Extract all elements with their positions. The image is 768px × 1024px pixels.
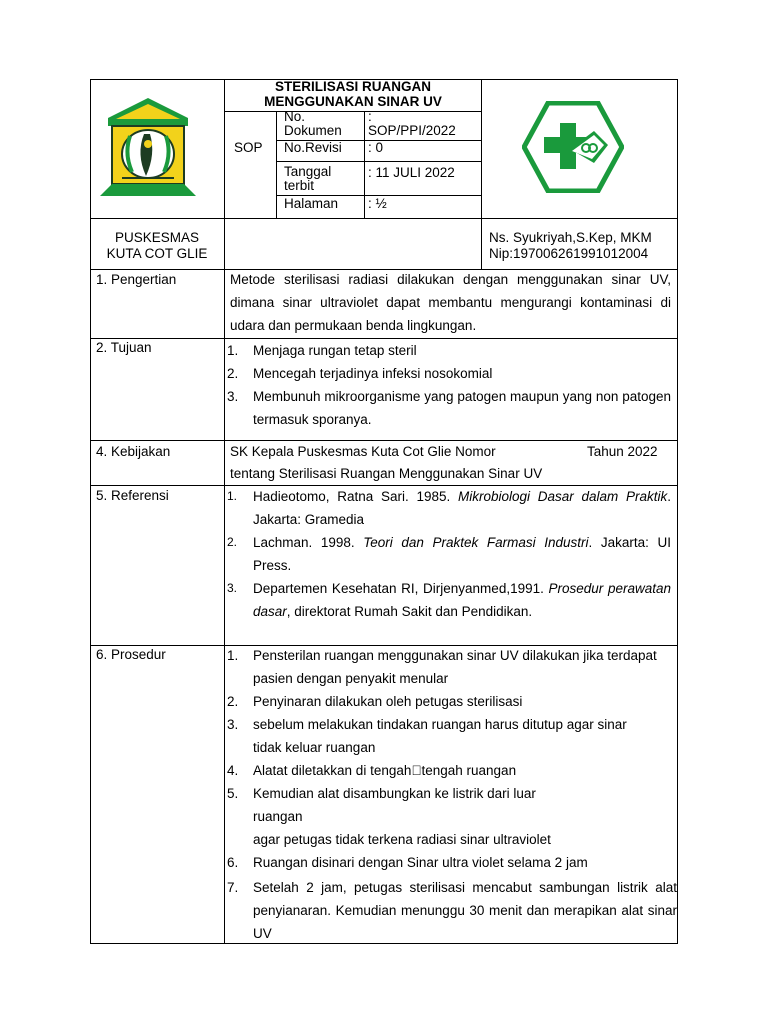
list-item: 1. Menjaga rungan tetap steril: [227, 343, 417, 358]
regional-emblem-logo: [100, 96, 196, 200]
signer-nip: Nip:197006261991012004: [489, 246, 649, 261]
list-item: 3. sebelum melakukan tindakan ruangan harus ditutup agar sinar tidak keluar ruangan: [227, 717, 627, 755]
no-revisi-value: : 0: [368, 140, 384, 155]
org-name-line1: PUSKESMAS: [114, 230, 200, 245]
list-item: 2. Lachman. 1998. Teori dan Praktek Farmasi Industri. Jakarta: UI Press.: [227, 535, 671, 573]
section-label-prosedur: 6. Prosedur: [96, 647, 166, 662]
list-item: 2. Penyinaran dilakukan oleh petugas sterilisasi: [227, 694, 523, 709]
list-item: 1. Hadieotomo, Ratna Sari. 1985. Mikrobiologi Dasar dalam Praktik. Jakarta: Gramedia: [227, 489, 671, 527]
list-item: 6. Ruangan disinari dengan Sinar ultra violet selama 2 jam: [227, 855, 588, 870]
no-dokumen-value: : SOP/PPI/2022: [368, 109, 456, 138]
no-revisi-label: No.Revisi: [284, 140, 342, 155]
puskesmas-logo: [522, 101, 624, 193]
sop-label: SOP: [234, 140, 263, 155]
tanggal-terbit-value: : 11 JULI 2022: [368, 165, 455, 180]
list-item: 2. Mencegah terjadinya infeksi nosokomial: [227, 366, 493, 381]
list-item: 3. Membunuh mikroorganisme yang patogen maupun yang non patogen termasuk sporanya.: [227, 389, 671, 427]
list-item: 3. Departemen Kesehatan RI, Dirjenyanmed,1991. Prosedur perawatan dasar, direktorat Rumah Sakit dan Pendidikan.: [227, 581, 671, 619]
no-dokumen-label: No. Dokumen: [284, 109, 342, 138]
document-title-line2: MENGGUNAKAN SINAR UV: [264, 94, 442, 109]
kebijakan-line1-left: SK Kepala Puskesmas Kuta Cot Glie Nomor: [230, 444, 496, 459]
list-item: 1. Pensterilan ruangan menggunakan sinar UV dilakukan jika terdapat pasien dengan penyakit menular: [227, 648, 657, 686]
list-item: 5. Kemudian alat disambungkan ke listrik dari luar ruangan agar petugas tidak terkena radiasi sinar ultraviolet: [227, 786, 551, 847]
kebijakan-line2: tentang Sterilisasi Ruangan Menggunakan Sinar UV: [230, 466, 543, 481]
halaman-value: : ½: [368, 196, 387, 211]
pengertian-text: Metode sterilisasi radiasi dilakukan dengan menggunakan sinar UV, dimana sinar ultraviolet dapat membantu mengurangi kontaminasi di udara dan permukaan benda lingkungan.: [230, 272, 671, 333]
referensi-list: [227, 485, 671, 623]
document-title-line1: STERILISASI RUANGAN: [274, 79, 431, 94]
org-name-line2: KUTA COT GLIE: [106, 246, 208, 261]
prosedur-list: [227, 644, 677, 945]
section-label-tujuan: 2. Tujuan: [96, 340, 152, 355]
section-label-referensi: 5. Referensi: [96, 488, 169, 503]
section-label-pengertian: 1. Pengertian: [96, 272, 177, 287]
list-item: 4. Alatat diletakkan di tengah tengah ruangan: [227, 763, 517, 778]
section-label-kebijakan: 4. Kebijakan: [96, 444, 171, 459]
kebijakan-line1-right: Tahun 2022: [587, 444, 658, 459]
halaman-label: Halaman: [284, 196, 339, 211]
list-item: 7. Setelah 2 jam, petugas sterilisasi mencabut sambungan listrik alat penyianaran. Kemudian menunggu 30 menit dan merapikan alat sinar UV: [227, 880, 677, 941]
signer-name: Ns. Syukriyah,S.Kep, MKM: [489, 230, 652, 245]
tujuan-list: [227, 339, 671, 431]
tanggal-terbit-label: Tanggal terbit: [284, 164, 332, 193]
